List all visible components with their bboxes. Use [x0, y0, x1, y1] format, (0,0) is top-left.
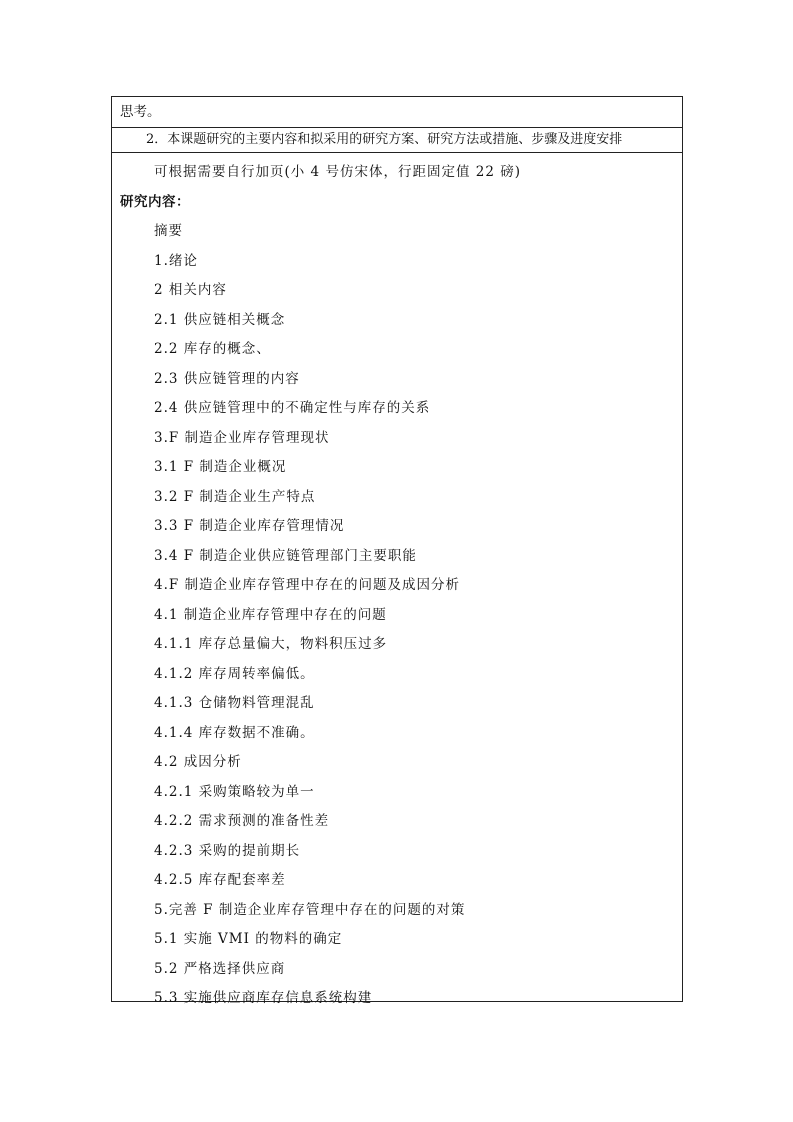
outline-item: 2 相关内容	[154, 282, 227, 298]
outline-item: 4.2.1 采购策略较为单一	[154, 783, 315, 800]
outline-item: 5.3 实施供应商库存信息系统构建	[154, 990, 373, 1006]
outline-item: 4.1.3 仓储物料管理混乱	[154, 695, 315, 711]
outline-item: 3.1 F 制造企业概况	[154, 459, 287, 475]
outline-item: 3.4 F 制造企业供应链管理部门主要职能	[154, 547, 417, 564]
outline-item: 4.F 制造企业库存管理中存在的问题及成因分析	[154, 577, 461, 593]
outline-item: 4.2.5 库存配套率差	[154, 872, 286, 888]
outline-item: 4.1.1 库存总量偏大，物料积压过多	[154, 636, 388, 652]
outline-item: 2.4 供应链管理中的不确定性与库存的关系	[154, 400, 431, 416]
outline-item: 摘要	[154, 223, 183, 239]
outline-item: 5.完善 F 制造企业库存管理中存在的问题的对策	[154, 901, 466, 918]
outline-item: 3.2 F 制造企业生产特点	[154, 488, 316, 505]
outline-item: 5.1 实施 VMI 的物料的确定	[154, 931, 343, 947]
content-label: 研究内容：	[120, 193, 190, 210]
outline-item: 2.3 供应链管理的内容	[154, 370, 300, 387]
previous-section-tail	[112, 97, 682, 128]
outline-item: 3.3 F 制造企业库存管理情况	[154, 518, 345, 534]
section-heading: 2．本课题研究的主要内容和拟采用的研究方案、研究方法或措施、步骤及进度安排	[146, 132, 623, 147]
outline-item: 4.2 成因分析	[154, 754, 242, 770]
outline-item: 4.1.4 库存数据不准确。	[154, 724, 315, 741]
format-note: 可根据需要自行加页(小 4 号仿宋体，行距固定值 22 磅)	[154, 164, 521, 180]
outline-item: 2.2 库存的概念、	[154, 341, 271, 357]
outline-list	[112, 217, 682, 1014]
previous-text: 思考。	[120, 104, 161, 120]
outline-item: 2.1 供应链相关概念	[154, 311, 286, 328]
content-cell	[112, 153, 682, 1006]
outline-item: 4.1 制造企业库存管理中存在的问题	[154, 606, 387, 623]
outline-item: 3.F 制造企业库存管理现状	[154, 429, 330, 446]
section-heading-row	[112, 128, 682, 153]
outline-item: 4.2.2 需求预测的准备性差	[154, 813, 330, 829]
proposal-table	[111, 96, 683, 1006]
outline-item: 4.1.2 库存周转率偏低。	[154, 665, 315, 682]
outline-item: 4.2.3 采购的提前期长	[154, 842, 301, 859]
outline-item: 1.绪论	[154, 252, 198, 269]
outline-item: 5.2 严格选择供应商	[154, 960, 286, 977]
